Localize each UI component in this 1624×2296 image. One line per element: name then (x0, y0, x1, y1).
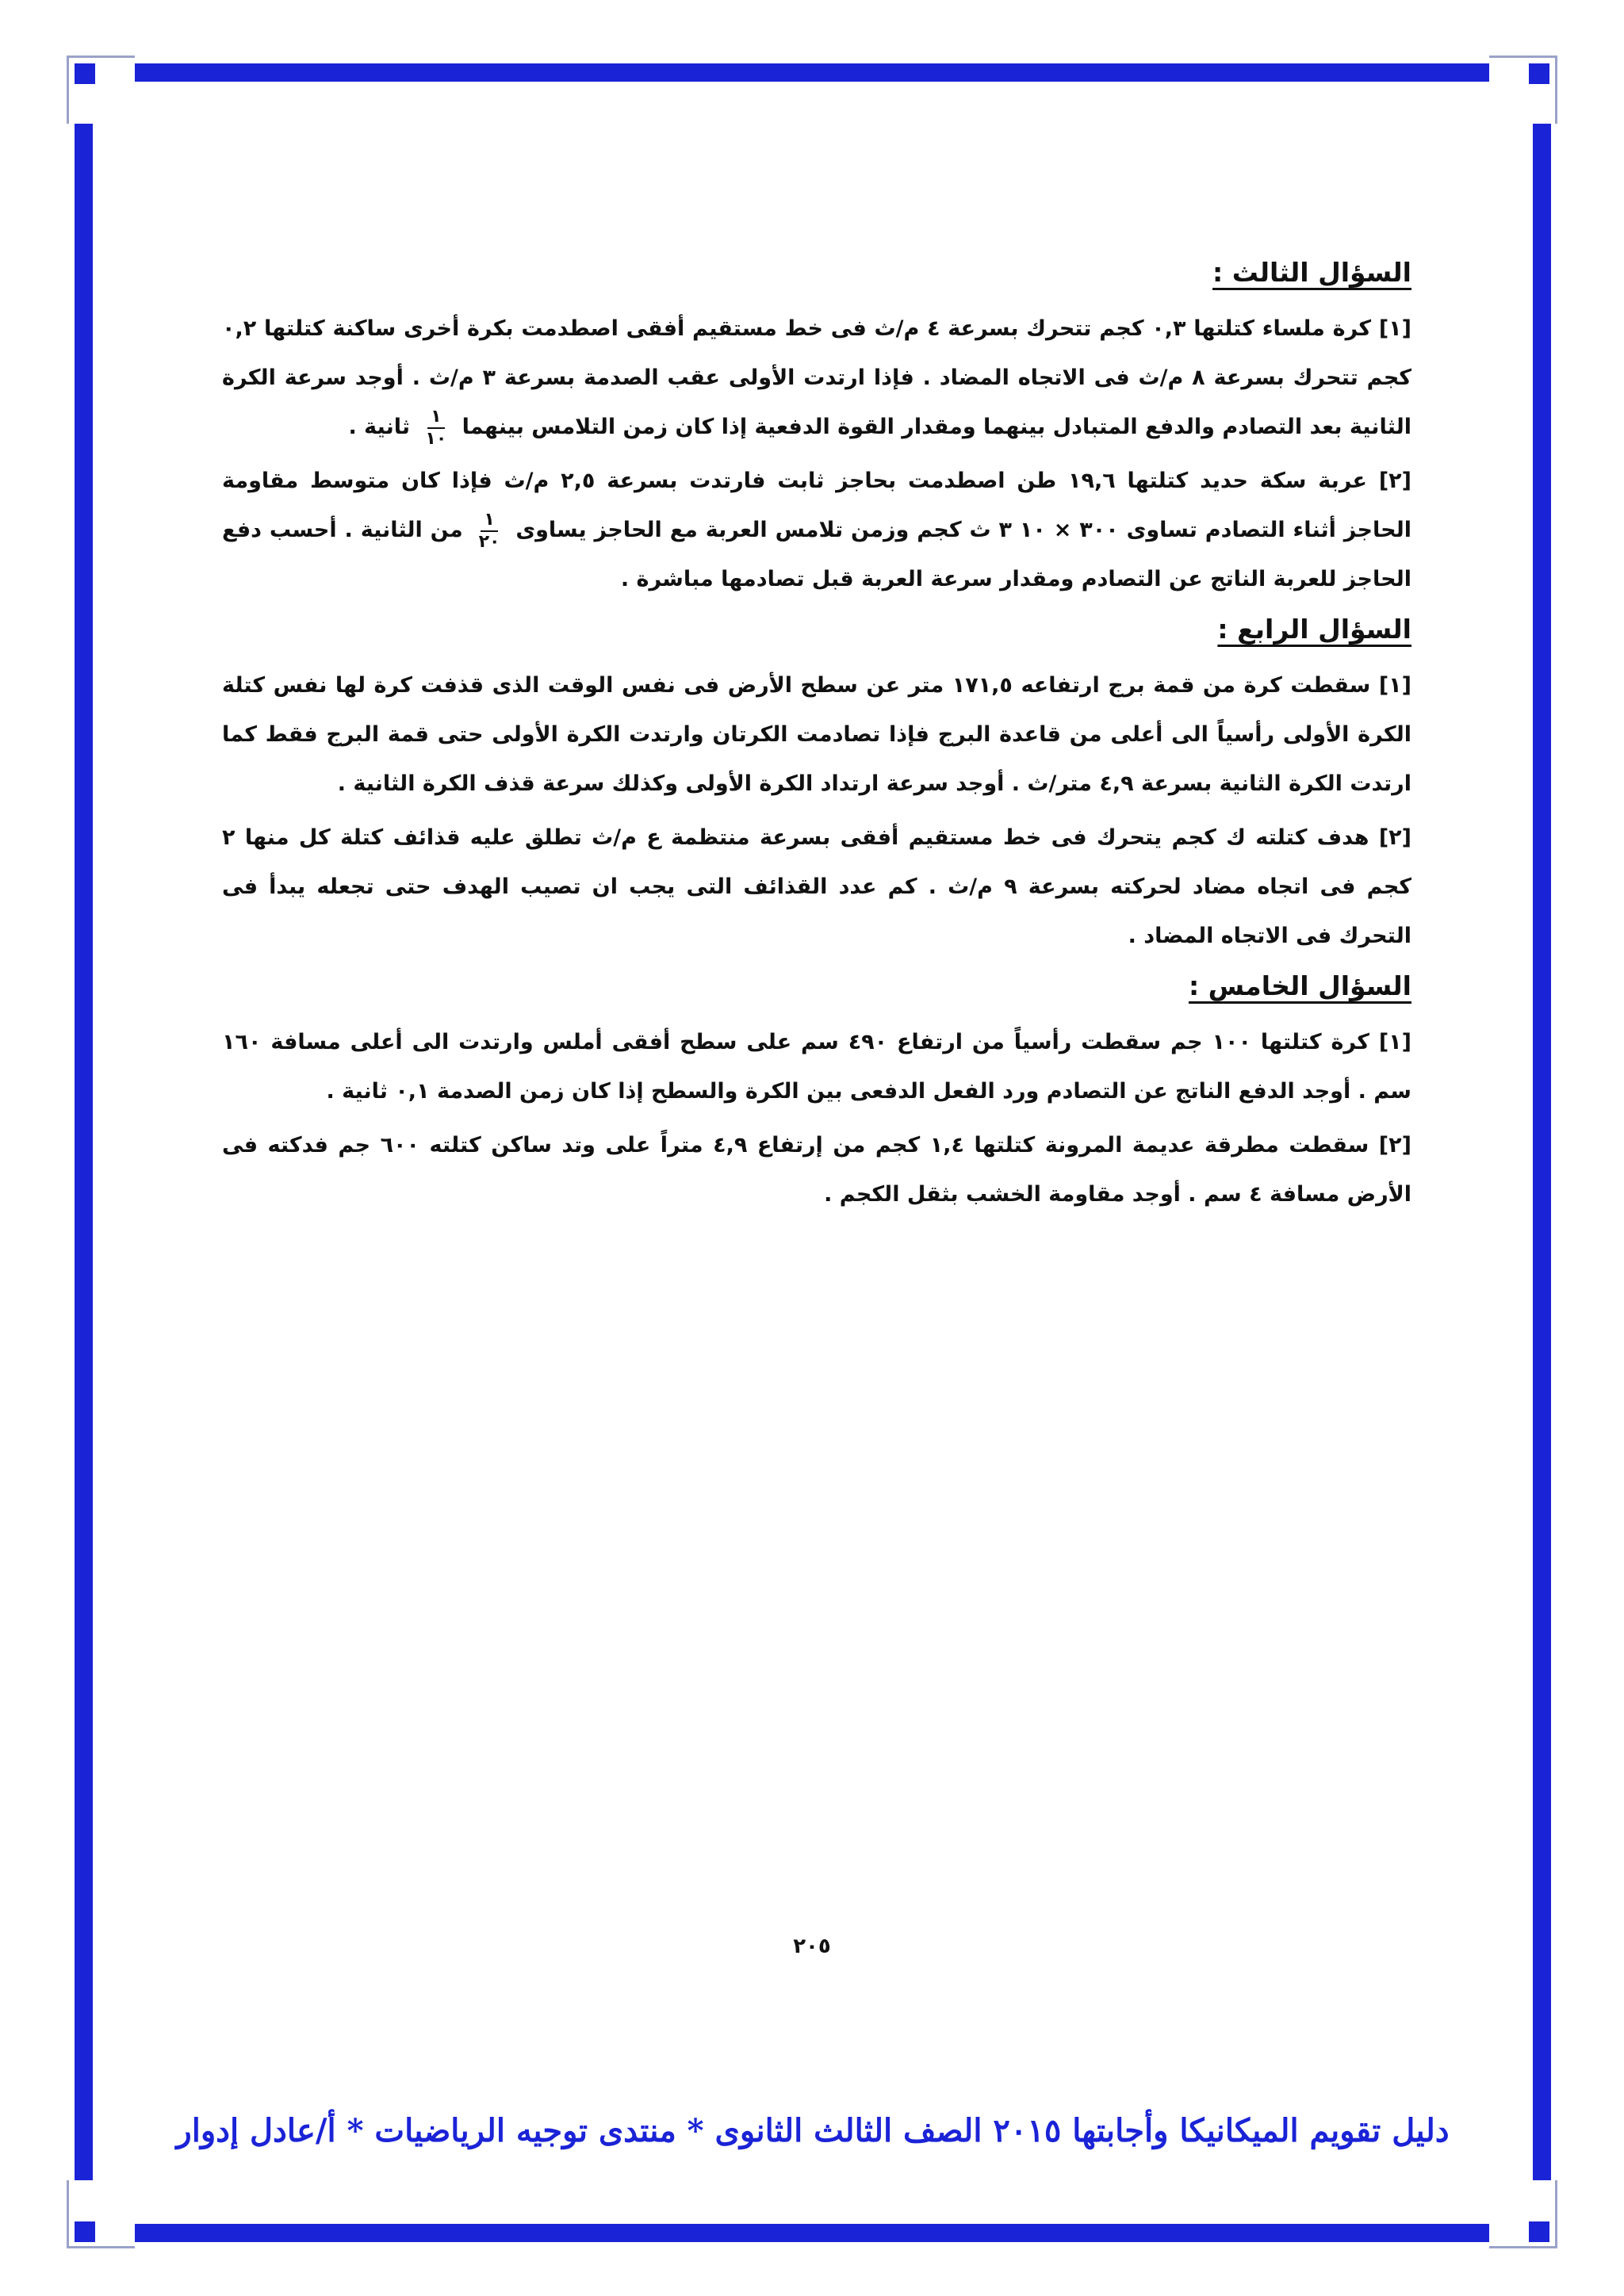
frame-corner-block (75, 2221, 95, 2242)
page-number: ٢٠٥ (793, 1934, 831, 1958)
page-footer: دليل تقويم الميكانيكا وأجابتها ٢٠١٥ الصف الثالث الثانوى * منتدى توجيه الرياضيات * أ/عادل إدوار (176, 2112, 1450, 2149)
problem-item (222, 457, 1411, 604)
fraction (476, 510, 504, 553)
page-content (222, 252, 1411, 1224)
frame-corner-block (1529, 2221, 1549, 2242)
question-section-3 (222, 252, 1411, 604)
problem-item (222, 304, 1411, 452)
problem-text-end: ثانية . (348, 415, 410, 439)
problem-item: [١] سقطت كرة من قمة برج ارتفاعه ١٧١,٥ متر عن سطح الأرض فى نفس الوقت الذى قذفت كرة لها نفس كتلة الكرة الأولى رأسياً الى أعلى من قاعدة البرج فإذا تصادمت الكرتان وارتدت الكرة الأولى حتى قمة البرج فقط كما ارتدت الكرة الثانية بسرعة ٤,٩ متر/ث . أوجد سرعة ارتداد الكرة الأولى وكذلك سرعة قذف الكرة الثانية . (222, 673, 1411, 796)
fraction-denominator: ٢٠ (478, 531, 500, 552)
section-heading: السؤال الخامس : (1188, 970, 1411, 1001)
problem-item: [٢] سقطت مطرقة عديمة المرونة كتلتها ١,٤ كجم من إرتفاع ٤,٩ متراً على وتد ساكن كتلته ٦٠٠ جم فدكته فى الأرض مسافة ٤ سم . أوجد مقاومة الخشب بثقل الكجم . (222, 1133, 1411, 1207)
frame-corner-block (1529, 63, 1549, 84)
problem-text: [١] كرة ملساء كتلتها ٠,٣ كجم تتحرك بسرعة ٤ م/ث فى خط مستقيم أفقى اصطدمت بكرة أخرى ساكنة كتلتها ٠,٢ كجم تتحرك بسرعة ٨ م/ث فى الاتجاه المضاد . فإذا ارتدت الأولى عقب الصدمة بسرعة ٣ م/ث . أوجد سرعة الكرة الثانية بعد التصادم والدفع المتبادل بينهما ومقدار القوة الدفعية إذا كان زمن التلامس بينهما (222, 316, 1411, 439)
fraction-denominator: ١٠ (425, 428, 447, 449)
section-heading: السؤال الرابع : (1217, 614, 1411, 645)
frame-corner-block (75, 63, 95, 84)
problem-item: [١] كرة كتلتها ١٠٠ جم سقطت رأسياً من ارتفاع ٤٩٠ سم على سطح أفقى أملس وارتدت الى أعلى مسافة ١٦٠ سم . أوجد الدفع الناتج عن التصادم ورد الفعل الدفعى بين الكرة والسطح إذا كان زمن الصدمة ٠,١ ثانية . (222, 1030, 1411, 1104)
section-heading: السؤال الثالث : (1212, 257, 1411, 288)
fraction-numerator: ١ (481, 510, 497, 532)
problem-text-end: من الثانية . أحسب دفع الحاجز للعربة الناتج عن التصادم ومقدار سرعة العربة قبل تصادمها مباشرة . (222, 518, 1411, 591)
problem-text: [٢] عربة سكة حديد كتلتها ١٩,٦ طن اصطدمت بحاجز ثابت فارتدت بسرعة ٢,٥ م/ث فإذا كان متوسط مقاومة الحاجز أثناء التصادم تساوى ٣٠٠ × ١٠ ٣ ث كجم وزمن تلامس العربة مع الحاجز يساوى (222, 469, 1411, 542)
fraction-numerator: ١ (427, 407, 444, 429)
fraction (422, 407, 450, 450)
question-section-4 (222, 609, 1411, 961)
problem-item: [٢] هدف كتلته ك كجم يتحرك فى خط مستقيم أفقى بسرعة منتظمة ع م/ث تطلق عليه قذائف كتلة كل منها ٢ كجم فى اتجاه مضاد لحركته بسرعة ٩ م/ث . كم عدد القذائف التى يجب ان تصيب الهدف حتى تجعله يبدأ فى التحرك فى الاتجاه المضاد . (222, 825, 1411, 948)
question-section-5 (222, 966, 1411, 1219)
